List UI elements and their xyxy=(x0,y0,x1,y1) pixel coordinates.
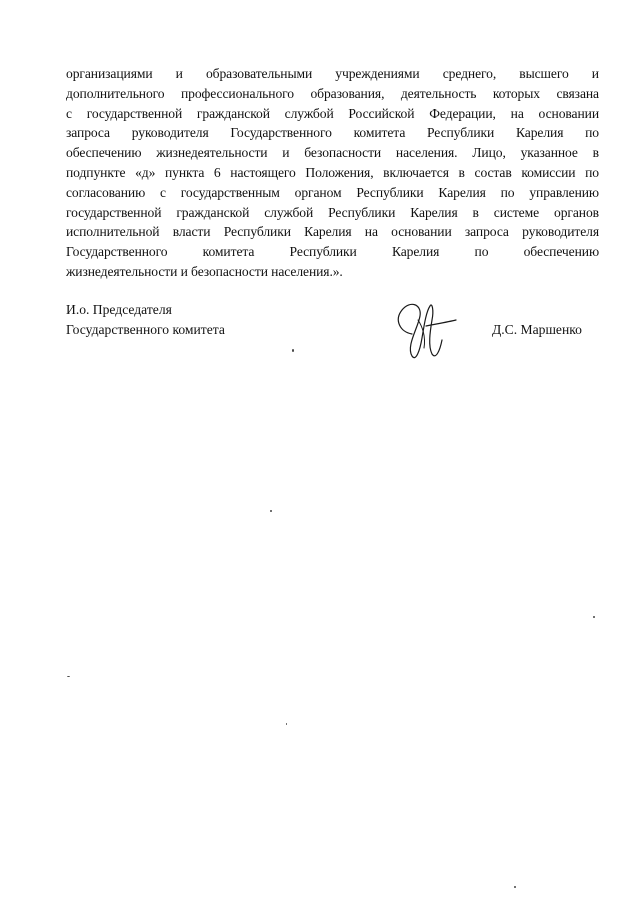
scan-speck xyxy=(292,349,294,352)
body-line: дополнительного профессионального образования, деятельность которых связана xyxy=(66,85,599,101)
body-line: согласованию с государственным органом Республики Карелия по управлению xyxy=(66,184,599,200)
body-line: Государственного комитета Республики Карелия по обеспечению xyxy=(66,244,599,260)
body-line: исполнительной власти Республики Карелия на основании запроса руководителя xyxy=(66,224,599,240)
signatory-title-line1: И.о. Председателя xyxy=(66,302,172,317)
scan-speck xyxy=(514,886,516,888)
scan-speck xyxy=(270,510,272,512)
body-line: организациями и образовательными учреждениями среднего, высшего и xyxy=(66,66,599,81)
scan-speck xyxy=(67,676,70,677)
body-line: жизнедеятельности и безопасности населения.». xyxy=(66,263,343,279)
signatory-title-line2: Государственного комитета xyxy=(66,321,225,337)
body-line: государственной гражданской службой Республики Карелия в системе органов xyxy=(66,204,599,220)
body-line: с государственной гражданской службой Российской Федерации, на основании xyxy=(66,105,599,121)
signatory-position xyxy=(66,300,225,340)
body-paragraph xyxy=(66,64,599,282)
scan-speck xyxy=(286,723,287,725)
body-line: запроса руководителя Государственного комитета Республики Карелия по xyxy=(66,125,599,141)
scan-speck xyxy=(593,616,595,618)
body-line: подпункте «д» пункта 6 настоящего Положения, включается в состав комиссии по xyxy=(66,164,599,180)
handwritten-signature xyxy=(382,290,462,370)
body-line: обеспечению жизнедеятельности и безопасности населения. Лицо, указанное в xyxy=(66,145,599,161)
signatory-name: Д.С. Маршенко xyxy=(492,322,582,337)
